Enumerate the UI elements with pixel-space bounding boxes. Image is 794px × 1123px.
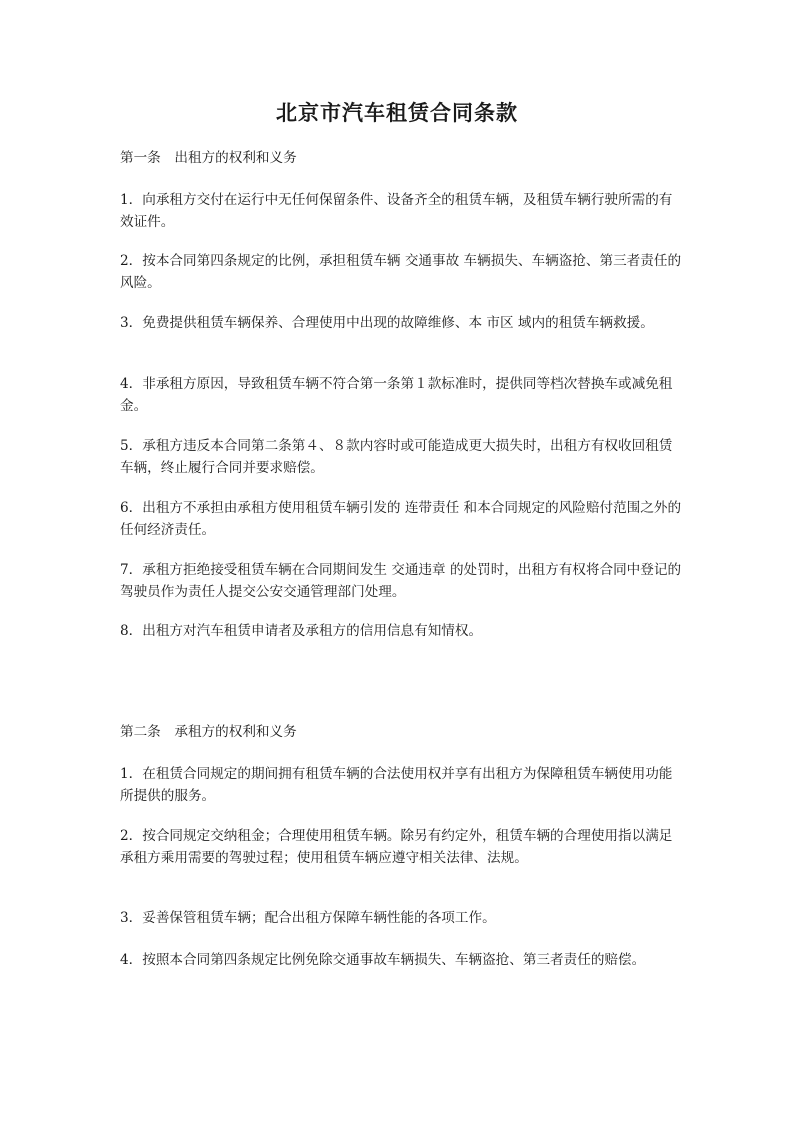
- clause-item: 5．承租方违反本合同第二条第４、８款内容时或可能造成更大损失时，出租方有权收回租赁车辆，终止履行合同并要求赔偿。: [120, 438, 673, 476]
- clause-item: 1．向承租方交付在运行中无任何保留条件、设备齐全的租赁车辆，及租赁车辆行驶所需的有效证件。: [120, 192, 673, 230]
- clause-item: 2．按本合同第四条规定的比例，承担租赁车辆 交通事故 车辆损失、车辆盗抢、第三者责任的风险。: [120, 253, 682, 291]
- clause-item: 2．按合同规定交纳租金；合理使用租赁车辆。除另有约定外，租赁车辆的合理使用指以满足承租方乘用需要的驾驶过程；使用租赁车辆应遵守相关法律、法规。: [120, 828, 673, 866]
- clause-item: 8．出租方对汽车租赁申请者及承租方的信用信息有知情权。: [120, 623, 483, 639]
- clause-item: 3．妥善保管租赁车辆；配合出租方保障车辆性能的各项工作。: [120, 910, 496, 926]
- clause-item: 6．出租方不承担由承租方使用租赁车辆引发的 连带责任 和本合同规定的风险赔付范围之外的任何经济责任。: [120, 500, 682, 538]
- document-title: 北京市汽车租赁合同条款: [276, 100, 518, 125]
- clause-item: 1．在租赁合同规定的期间拥有租赁车辆的合法使用权并享有出租方为保障租赁车辆使用功能所提供的服务。: [120, 766, 673, 804]
- clause-item: 7．承租方拒绝接受租赁车辆在合同期间发生 交通违章 的处罚时，出租方有权将合同中登记的驾驶员作为责任人提交公安交通管理部门处理。: [120, 562, 682, 600]
- clause-item: 4．按照本合同第四条规定比例免除交通事故车辆损失、车辆盗抢、第三者责任的赔偿。: [120, 952, 646, 968]
- clause-item: 3．免费提供租赁车辆保养、合理使用中出现的故障维修、本 市区 域内的租赁车辆救援。: [120, 315, 654, 331]
- section-heading: 第二条 承租方的权利和义务: [120, 724, 297, 740]
- section-heading: 第一条 出租方的权利和义务: [120, 150, 297, 166]
- clause-item: 4．非承租方原因，导致租赁车辆不符合第一条第１款标准时，提供同等档次替换车或减免租金。: [120, 376, 673, 414]
